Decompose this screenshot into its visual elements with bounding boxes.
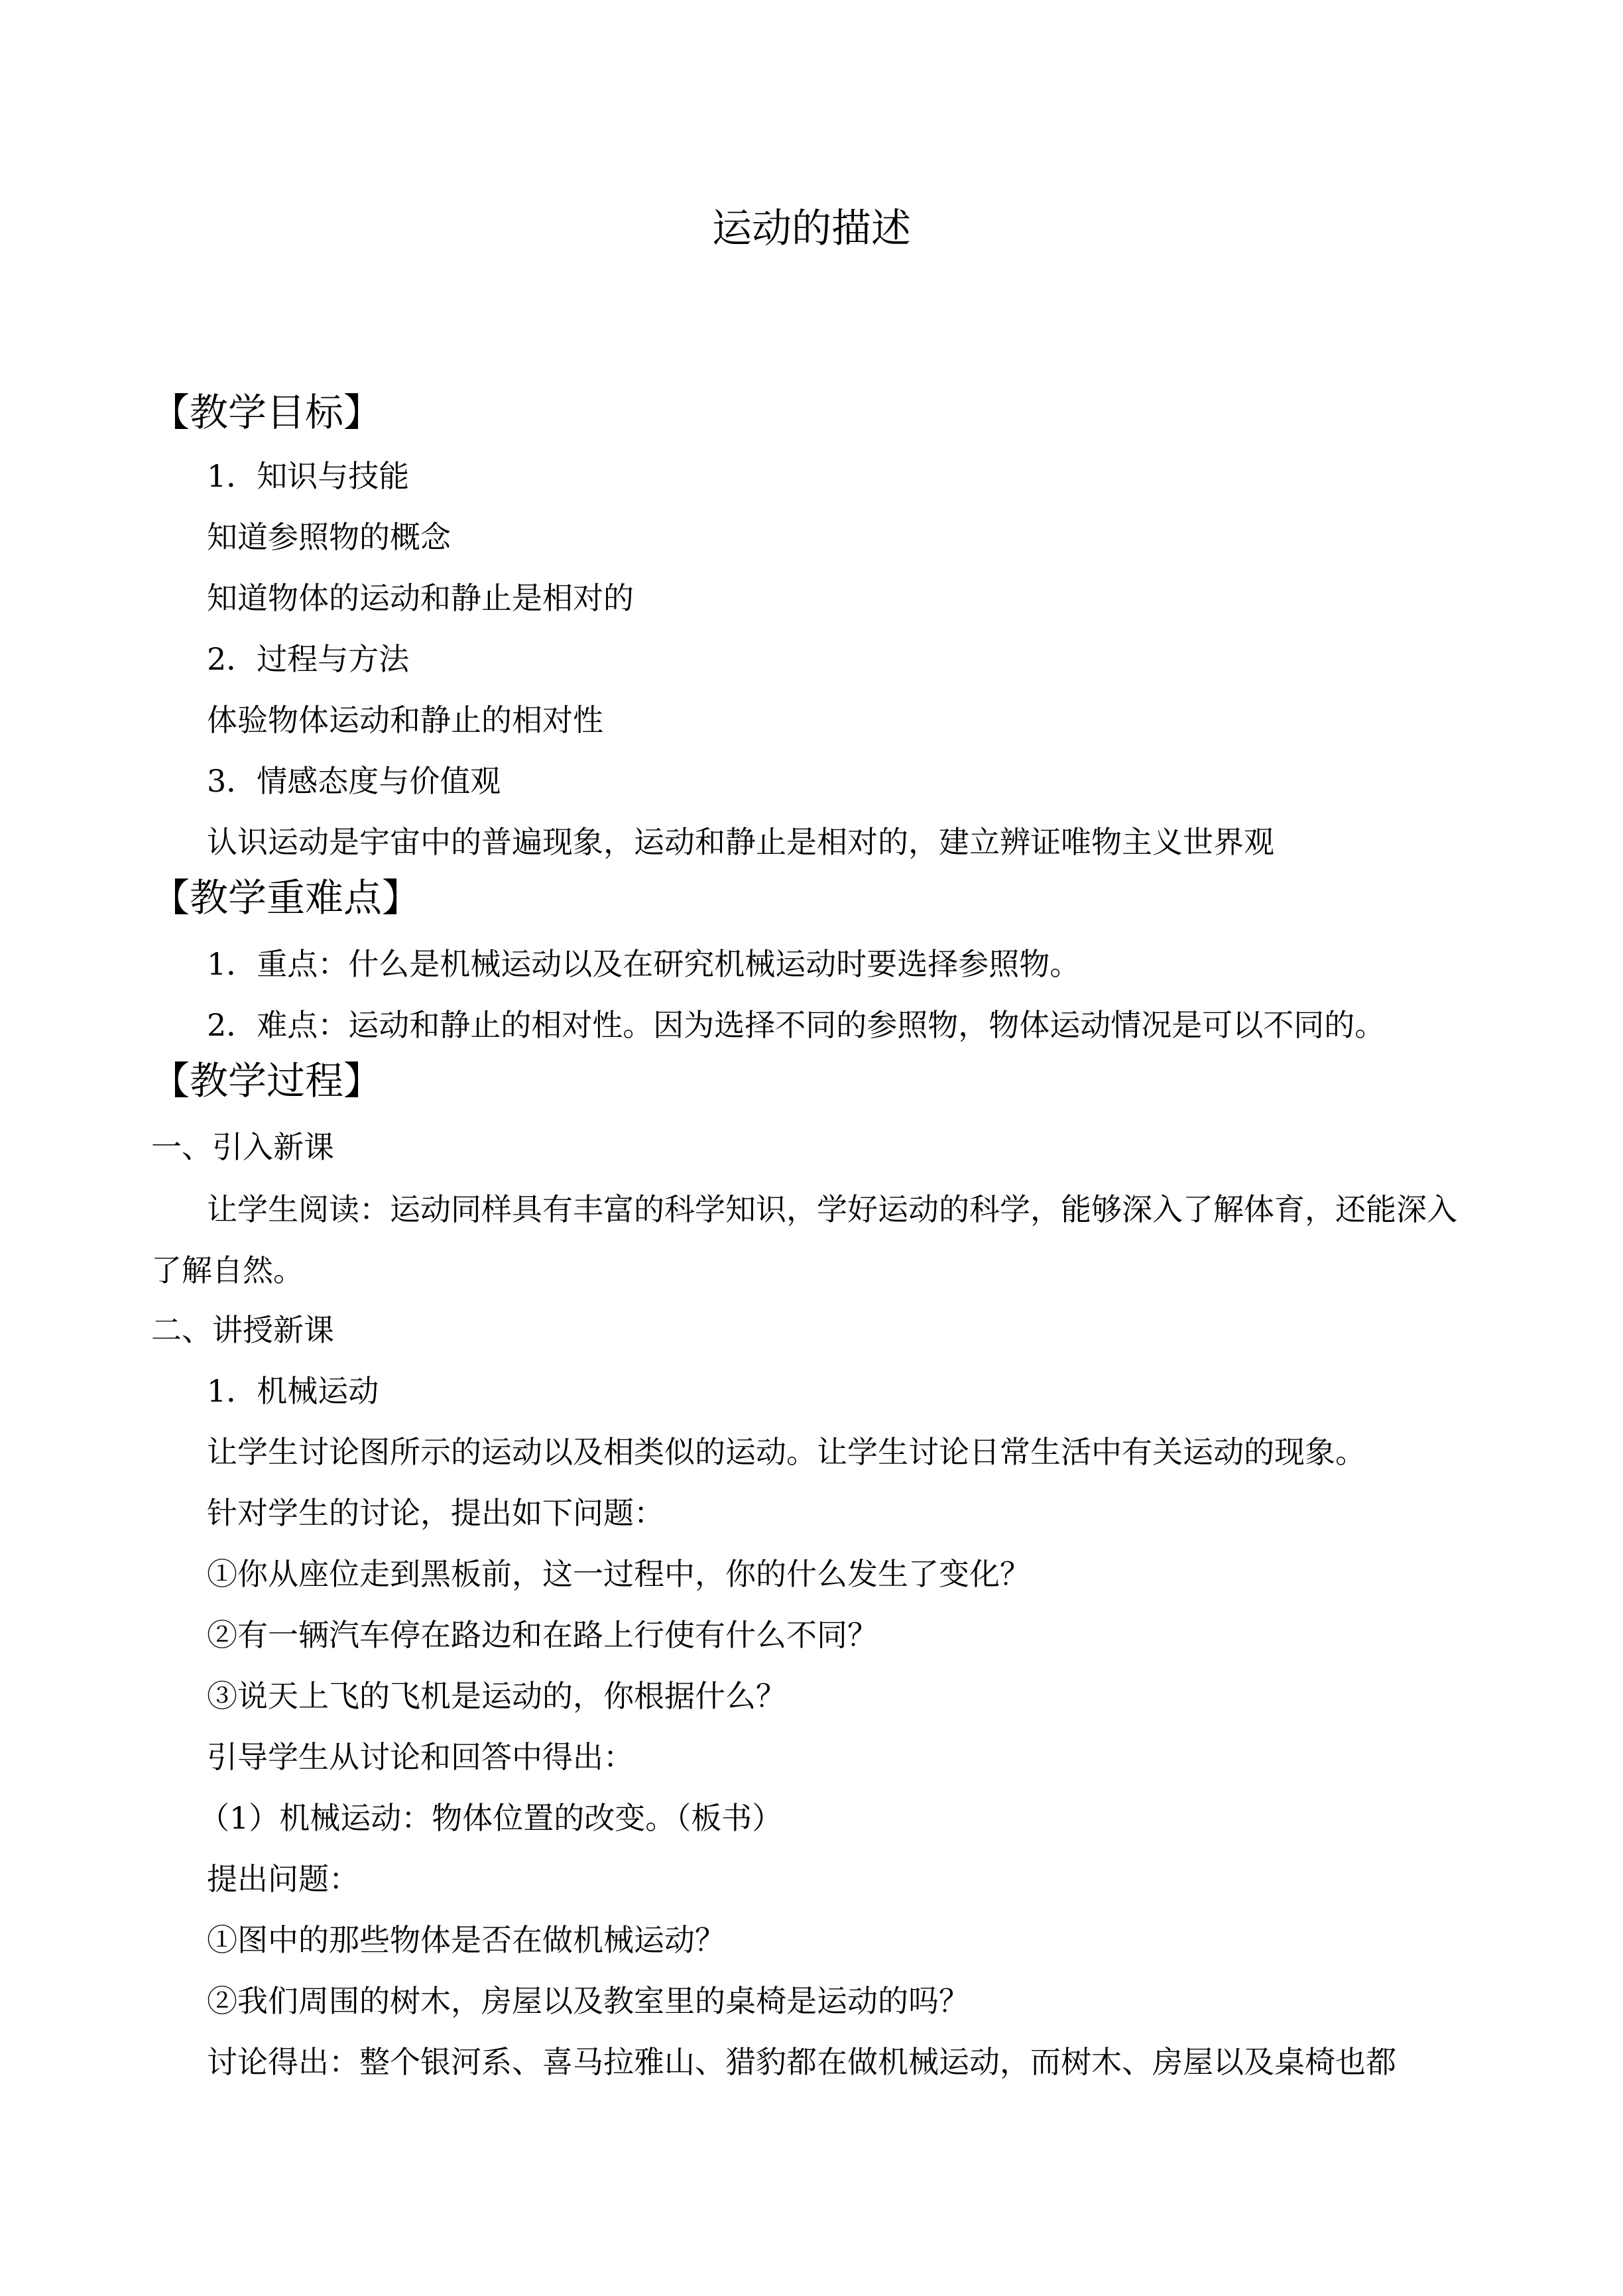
- process-question: ②有一辆汽车停在路边和在路上行使有什么不同？: [207, 1617, 878, 1653]
- key-point-focus: 1．重点：什么是机械运动以及在研究机械运动时要选择参照物。: [207, 946, 1081, 982]
- process-part2-heading: 二、讲授新课: [151, 1312, 334, 1348]
- process-subheading-mechanical-motion: 1．机械运动: [207, 1373, 379, 1409]
- process-question: ③说天上飞的飞机是运动的，你根据什么？: [207, 1678, 786, 1714]
- goal-item-attitude-values: 3．情感态度与价值观: [207, 763, 501, 799]
- goal-item-text: 认识运动是宇宙中的普遍现象，运动和静止是相对的，建立辨证唯物主义世界观: [207, 824, 1274, 860]
- process-question: ②我们周围的树木，房屋以及教室里的桌椅是运动的吗？: [207, 1983, 969, 2019]
- process-part1-heading: 一、引入新课: [151, 1129, 334, 1165]
- process-paragraph: 让学生讨论图所示的运动以及相类似的运动。让学生讨论日常生活中有关运动的现象。: [207, 1434, 1366, 1470]
- goal-item-text: 知道参照物的概念: [207, 519, 451, 555]
- goal-item-knowledge-skills: 1．知识与技能: [207, 458, 410, 494]
- goal-item-text: 体验物体运动和静止的相对性: [207, 702, 603, 738]
- process-paragraph: 引导学生从讨论和回答中得出：: [207, 1739, 634, 1775]
- key-point-difficulty: 2．难点：运动和静止的相对性。因为选择不同的参照物，物体运动情况是可以不同的。: [207, 1007, 1386, 1043]
- process-part1-paragraph: 让学生阅读：运动同样具有丰富的科学知识，学好运动的科学，能够深入了解体育，还能深入了解自然。: [151, 1191, 1457, 1288]
- document-title: 运动的描述: [712, 206, 911, 252]
- goal-item-process-methods: 2．过程与方法: [207, 641, 410, 677]
- process-question: ①图中的那些物体是否在做机械运动？: [207, 1922, 725, 1958]
- process-paragraph: 针对学生的讨论，提出如下问题：: [207, 1495, 664, 1531]
- goal-item-text: 知道物体的运动和静止是相对的: [207, 580, 634, 616]
- process-definition: （1）机械运动：物体位置的改变。（板书）: [199, 1800, 783, 1836]
- process-paragraph: 提出问题：: [207, 1861, 359, 1897]
- section-heading-key-points: 【教学重难点】: [151, 875, 421, 920]
- section-heading-goals: 【教学目标】: [151, 390, 383, 435]
- process-question: ①你从座位走到黑板前，这一过程中，你的什么发生了变化？: [207, 1556, 1030, 1592]
- process-paragraph: 讨论得出：整个银河系、喜马拉雅山、猎豹都在做机械运动，而树木、房屋以及桌椅也都: [207, 2044, 1396, 2080]
- section-heading-process: 【教学过程】: [151, 1058, 383, 1103]
